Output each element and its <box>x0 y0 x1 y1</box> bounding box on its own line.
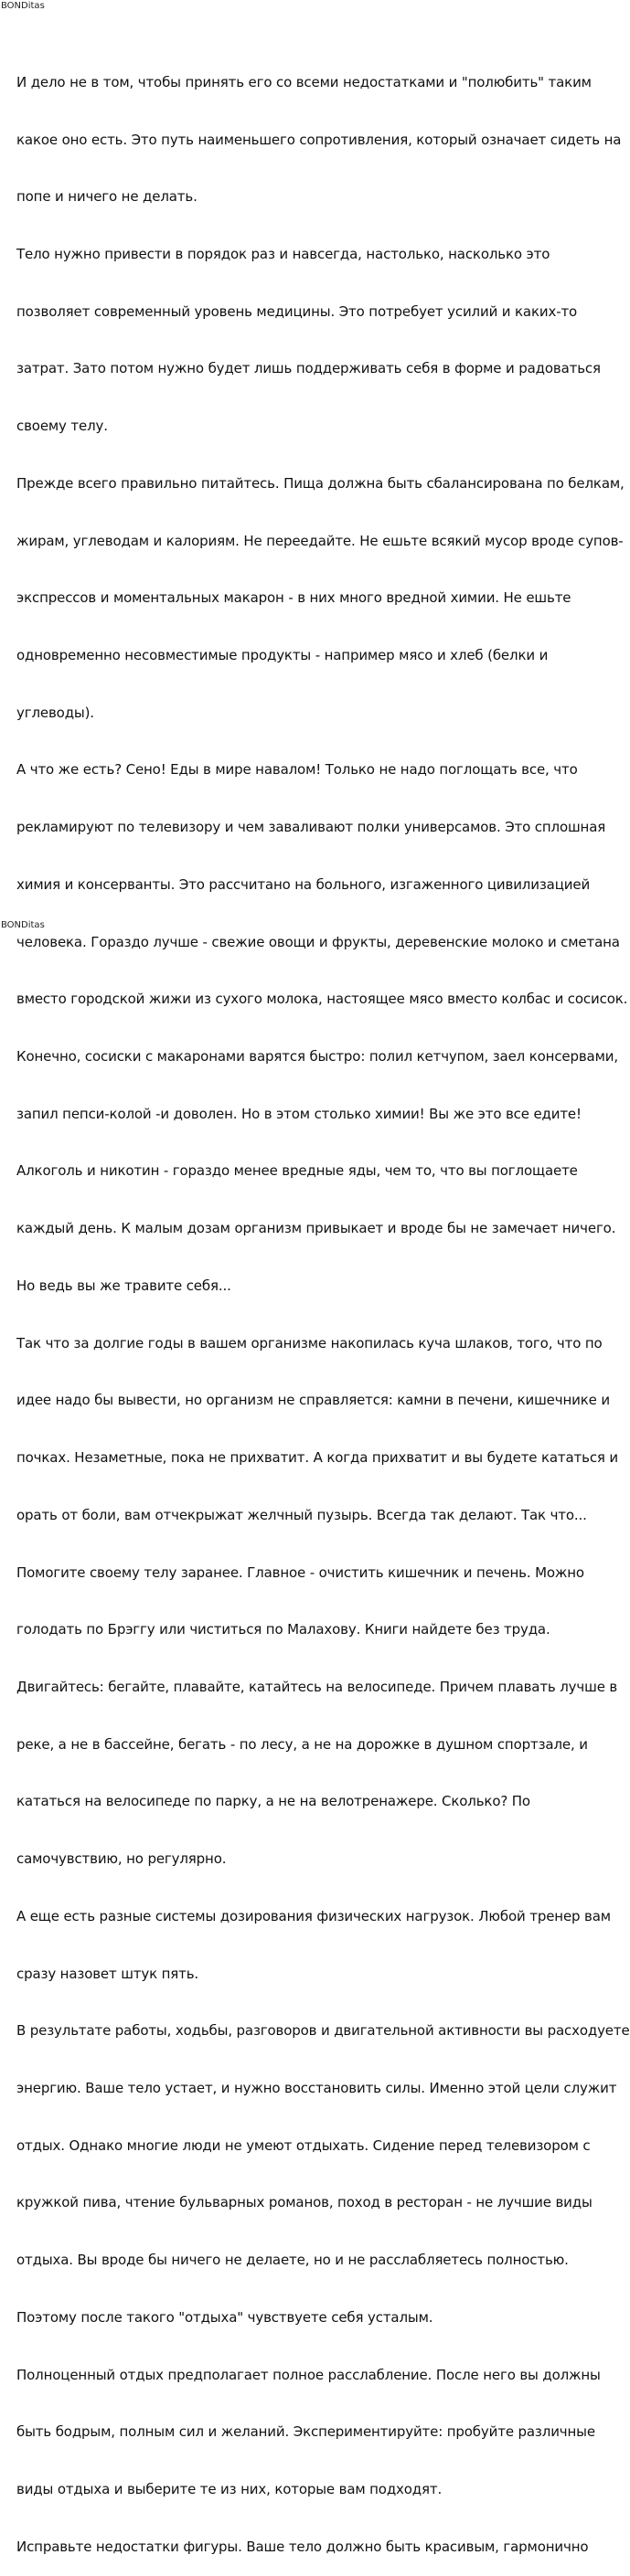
text-line: кататься на велосипеде по парку, а не на велотренажере. Сколько? По <box>16 1793 530 1810</box>
text-line: вместо городской жижи из сухого молока, настоящее мясо вместо колбас и сосисок. <box>16 991 628 1008</box>
text-line: Тело нужно привести в порядок раз и навсегда, настолько, насколько это <box>16 245 550 262</box>
text-line: рекламируют по телевизору и чем заваливают полки универсамов. Это сплошная <box>16 819 606 836</box>
document-body <box>16 35 630 2576</box>
text-line: кружкой пива, чтение бульварных романов, поход в ресторан - не лучшие виды <box>16 2194 593 2211</box>
text-line: самочувствию, но регулярно. <box>16 1850 227 1868</box>
text-line: затрат. Зато потом нужно будет лишь поддерживать себя в форме и радоваться <box>16 360 601 377</box>
text-line: своему телу. <box>16 418 108 435</box>
text-line: идее надо бы вывести, но организм не справляется: камни в печени, кишечнике и <box>16 1392 610 1409</box>
text-line: Но ведь вы же травите себя... <box>16 1277 231 1294</box>
text-line: голодать по Брэггу или чиститься по Малахову. Книги найдете без труда. <box>16 1621 550 1638</box>
text-line: Двигайтесь: бегайте, плавайте, катайтесь на велосипеде. Причем плавать лучше в <box>16 1678 618 1695</box>
text-line: человека. Гораздо лучше - свежие овощи и фрукты, деревенские молоко и сметана <box>16 933 620 950</box>
text-line: А еще есть разные системы дозирования физических нагрузок. Любой тренер вам <box>16 1907 611 1924</box>
text-line: орать от боли, вам отчекрыжат желчный пузырь. Всегда так делают. Так что... <box>16 1506 587 1523</box>
text-line: А что же есть? Сено! Еды в мире навалом! Только не надо поглощать все, что <box>16 761 578 779</box>
text-line: виды отдыха и выберите те из них, которые вам подходят. <box>16 2481 443 2497</box>
page-footer-label: BONDitas <box>1 920 45 930</box>
text-line: Поэтому после такого "отдыха" чувствуете себя усталым. <box>16 2308 433 2326</box>
text-line: В результате работы, ходьбы, разговоров и двигательной активности вы расходуете <box>16 2022 630 2040</box>
text-line: жирам, углеводам и калориям. Не переедайте. Не ешьте всякий мусор вроде супов- <box>16 532 624 549</box>
text-line: химия и консерванты. Это рассчитано на больного, изгаженного цивилизацией <box>16 875 591 893</box>
text-line: Алкоголь и никотин - гораздо менее вредные яды, чем то, что вы поглощаете <box>16 1162 578 1180</box>
text-line: энергию. Ваше тело устает, и нужно восстановить силы. Именно этой цели служит <box>16 2079 617 2096</box>
text-line: реке, а не в бассейне, бегать - по лесу, а не на дорожке в душном спортзале, и <box>16 1735 588 1753</box>
text-line: экспрессов и моментальных макарон - в них много вредной химии. Не ешьте <box>16 589 571 607</box>
text-line: отдых. Однако многие люди не умеют отдыхать. Сидение перед телевизором с <box>16 2136 591 2154</box>
text-line: Полноценный отдых предполагает полное расслабление. После него вы должны <box>16 2366 601 2383</box>
text-line: позволяет современный уровень медицины. Это потребует усилий и каких-то <box>16 302 578 320</box>
text-line: запил пепси-колой -и доволен. Но в этом столько химии! Вы же это все едите! <box>16 1105 582 1122</box>
text-line: Помогите своему телу заранее. Главное - очистить кишечник и печень. Можно <box>16 1564 584 1581</box>
page-header-label: BONDitas <box>1 1 45 11</box>
text-line: одновременно несовместимые продукты - например мясо и хлеб (белки и <box>16 647 549 663</box>
text-line: почках. Незаметные, пока не прихватит. А когда прихватит и вы будете кататься и <box>16 1449 619 1467</box>
text-line: Исправьте недостатки фигуры. Ваше тело должно быть красивым, гармонично <box>16 2538 589 2555</box>
text-line: попе и ничего не делать. <box>16 188 198 206</box>
text-line: Так что за долгие годы в вашем организме накопилась куча шлаков, того, что по <box>16 1334 603 1352</box>
text-line: сразу назовет штук пять. <box>16 1965 199 1982</box>
text-line: Прежде всего правильно питайтесь. Пища должна быть сбалансирована по белкам, <box>16 474 625 492</box>
text-line: какое оно есть. Это путь наименьшего сопротивления, который означает сидеть на <box>16 131 622 148</box>
text-line: И дело не в том, чтобы принять его со всеми недостатками и "полюбить" таким <box>16 73 592 90</box>
text-line: быть бодрым, полным сил и желаний. Экспериментируйте: пробуйте различные <box>16 2423 595 2441</box>
text-line: углеводы). <box>16 704 94 721</box>
text-line: отдыха. Вы вроде бы ничего не делаете, но и не расслабляетесь полностью. <box>16 2252 569 2269</box>
text-line: каждый день. К малым дозам организм привыкает и вроде бы не замечает ничего. <box>16 1220 616 1237</box>
text-line: Конечно, сосиски с макаронами варятся быстро: полил кетчупом, заел консервами, <box>16 1048 618 1065</box>
